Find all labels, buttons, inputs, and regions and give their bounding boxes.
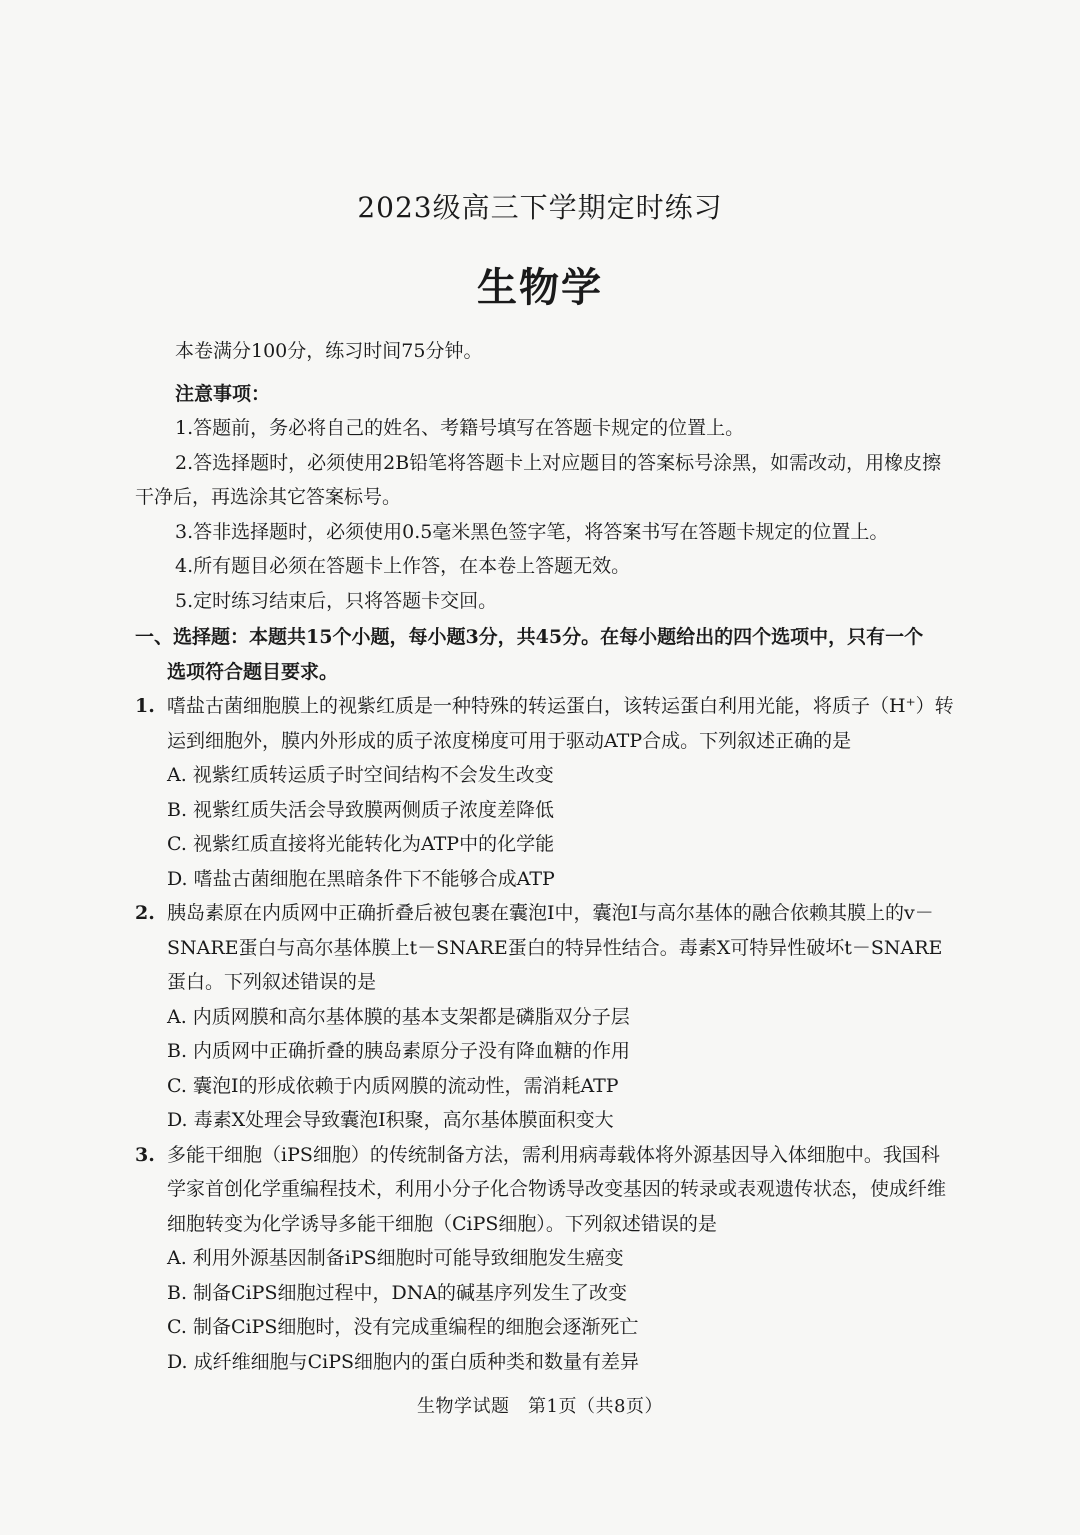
option-d: D. 成纤维细胞与CiPS细胞内的蛋白质种类和数量有差异 xyxy=(167,1350,640,1373)
note-item: 4.所有题目必须在答题卡上作答，在本卷上答题无效。 xyxy=(175,555,631,577)
question-stem: 胰岛素原在内质网中正确折叠后被包裹在囊泡Ⅰ中，囊泡Ⅰ与高尔基体的融合依赖其膜上的v－SNARE蛋白与高尔基体膜上t－SNARE蛋白的特异性结合。毒素X可特异性破坏t－SNARE蛋白。下列叙述错误的是 xyxy=(167,902,943,993)
subject-title: 生物学 xyxy=(477,264,603,311)
option-c: C. 囊泡Ⅰ的形成依赖于内质网膜的流动性，需消耗ATP xyxy=(167,1074,619,1097)
option-b: B. 制备CiPS细胞过程中，DNA的碱基序列发生了改变 xyxy=(167,1281,628,1304)
option-c: C. 制备CiPS细胞时，没有完成重编程的细胞会逐渐死亡 xyxy=(167,1316,639,1338)
question-number: 3. xyxy=(135,1143,155,1166)
question-number: 2. xyxy=(135,902,155,924)
question-stem: 嗜盐古菌细胞膜上的视紫红质是一种特殊的转运蛋白，该转运蛋白利用光能，将质子（H⁺）转运到细胞外，膜内外形成的质子浓度梯度可用于驱动ATP合成。下列叙述正确的是 xyxy=(167,695,954,752)
section-heading-line1: 一、选择题：本题共15个小题，每小题3分，共45分。在每小题给出的四个选项中，只有一个 xyxy=(135,626,924,648)
note-item: 5.定时练习结束后，只将答题卡交回。 xyxy=(175,589,498,612)
question-3 xyxy=(135,1138,955,1380)
intro-text: 本卷满分100分，练习时间75分钟。 xyxy=(175,340,483,362)
exam-content xyxy=(135,334,955,1379)
option-b: B. 视紫红质失活会导致膜两侧质子浓度差降低 xyxy=(167,798,555,821)
option-a: A. 利用外源基因制备iPS细胞时可能导致细胞发生癌变 xyxy=(167,1247,624,1269)
question-1 xyxy=(135,689,955,896)
option-a: A. 视紫红质转运质子时空间结构不会发生改变 xyxy=(167,764,554,786)
option-d: D. 毒素X处理会导致囊泡Ⅰ积聚，高尔基体膜面积变大 xyxy=(167,1109,614,1131)
page-footer: 生物学试题 第1页（共8页） xyxy=(417,1396,663,1417)
question-stem: 多能干细胞（iPS细胞）的传统制备方法，需利用病毒载体将外源基因导入体细胞中。我国科学家首创化学重编程技术，利用小分子化合物诱导改变基因的转录或表观遗传状态，使成纤维细胞转变为化学诱导多能干细胞（CiPS细胞）。下列叙述错误的是 xyxy=(167,1143,947,1235)
notes-heading: 注意事项： xyxy=(175,382,271,405)
question-number: 1. xyxy=(135,695,155,717)
note-item: 1.答题前，务必将自己的姓名、考籍号填写在答题卡规定的位置上。 xyxy=(175,417,745,439)
option-c: C. 视紫红质直接将光能转化为ATP中的化学能 xyxy=(167,833,555,855)
section-heading xyxy=(135,620,955,689)
exam-title: 2023级高三下学期定时练习 xyxy=(357,191,723,224)
note-item: 3.答非选择题时，必须使用0.5毫米黑色签字笔，将答案书写在答题卡规定的位置上。 xyxy=(175,520,889,543)
option-b: B. 内质网中正确折叠的胰岛素原分子没有降血糖的作用 xyxy=(167,1040,631,1062)
note-item: 2.答选择题时，必须使用2B铅笔将答题卡上对应题目的答案标号涂黑，如需改动，用橡皮擦干净后，再选涂其它答案标号。 xyxy=(135,451,942,508)
option-a: A. 内质网膜和高尔基体膜的基本支架都是磷脂双分子层 xyxy=(167,1005,630,1028)
section-heading-line2: 选项符合题目要求。 xyxy=(167,660,339,683)
question-2 xyxy=(135,896,955,1138)
option-d: D. 嗜盐古菌细胞在黑暗条件下不能够合成ATP xyxy=(167,867,555,890)
